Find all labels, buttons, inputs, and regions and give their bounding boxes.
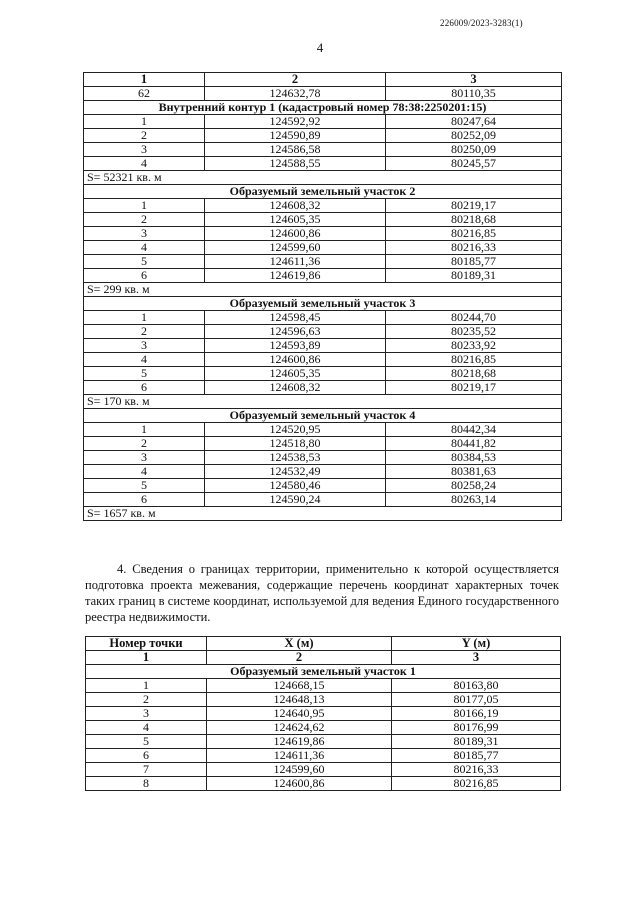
table-header-row: [86, 637, 561, 651]
table-cell: 124598,45: [205, 311, 386, 325]
table-cell: 80263,14: [386, 493, 562, 507]
table-cell: 2: [84, 129, 205, 143]
table-cell: 124619,86: [207, 735, 392, 749]
table-row: [84, 129, 562, 143]
table-cell: 2: [84, 325, 205, 339]
column-number: 2: [207, 651, 392, 665]
table-cell: 80219,17: [386, 381, 562, 395]
column-number: 3: [386, 73, 562, 87]
table-cell: 62: [84, 87, 205, 101]
table-cell: 1: [84, 423, 205, 437]
table-cell: 124599,60: [205, 241, 386, 255]
table-cell: 124590,89: [205, 129, 386, 143]
table-row: [84, 479, 562, 493]
table-cell: 124518,80: [205, 437, 386, 451]
section-4-paragraph: 4. Сведения о границах территории, применительно к которой осуществляется подготовка проекта межевания, содержащие перечень координат характерных точек таких границ в системе координат, используемой для ведения Единого государственного реестра недвижимости.: [85, 562, 559, 624]
area-row: [84, 171, 562, 185]
table-row: [84, 423, 562, 437]
table-cell: 80166,19: [392, 707, 561, 721]
column-number: 1: [86, 651, 207, 665]
table-cell: 124619,86: [205, 269, 386, 283]
table-cell: 2: [86, 693, 207, 707]
table-cell: 124588,55: [205, 157, 386, 171]
table-cell: 4: [84, 157, 205, 171]
table-cell: 3: [84, 339, 205, 353]
table-cell: 124599,60: [207, 763, 392, 777]
header-point-number: Номер точки: [86, 637, 207, 651]
area-value: S= 170 кв. м: [84, 395, 562, 409]
table-row: [86, 763, 561, 777]
column-number: 3: [392, 651, 561, 665]
table-cell: 80185,77: [392, 749, 561, 763]
table-cell: 80189,31: [392, 735, 561, 749]
table-cell: 80252,09: [386, 129, 562, 143]
table-cell: 124580,46: [205, 479, 386, 493]
column-number-row: [84, 73, 562, 87]
table-cell: 6: [84, 381, 205, 395]
table-row: [84, 325, 562, 339]
table-cell: 124648,13: [207, 693, 392, 707]
table-cell: 80244,70: [386, 311, 562, 325]
table-row: [86, 721, 561, 735]
table-cell: 5: [84, 479, 205, 493]
table-cell: 4: [84, 241, 205, 255]
table-row: [86, 679, 561, 693]
table-cell: 124592,92: [205, 115, 386, 129]
table-cell: 1: [84, 311, 205, 325]
table-cell: 124624,62: [207, 721, 392, 735]
area-row: [84, 395, 562, 409]
table-row: [84, 451, 562, 465]
section-title-row: [84, 101, 562, 115]
table-row: [84, 381, 562, 395]
table-cell: 4: [84, 465, 205, 479]
table-row: [86, 693, 561, 707]
table-cell: 80233,92: [386, 339, 562, 353]
table-cell: 124590,24: [205, 493, 386, 507]
table-cell: 80110,35: [386, 87, 562, 101]
area-value: S= 52321 кв. м: [84, 171, 562, 185]
table-cell: 3: [86, 707, 207, 721]
table-cell: 124593,89: [205, 339, 386, 353]
table-cell: 80218,68: [386, 213, 562, 227]
table-cell: 80218,68: [386, 367, 562, 381]
table-row: [86, 707, 561, 721]
table-row: [84, 367, 562, 381]
table-cell: 4: [86, 721, 207, 735]
table-row: [84, 143, 562, 157]
table-cell: 80216,85: [392, 777, 561, 791]
table-row: [84, 493, 562, 507]
table-row: [84, 157, 562, 171]
table-cell: 80250,09: [386, 143, 562, 157]
table-cell: 7: [86, 763, 207, 777]
header-x: X (м): [207, 637, 392, 651]
column-number: 2: [205, 73, 386, 87]
table-row: [84, 437, 562, 451]
section-title-row: [84, 297, 562, 311]
table-cell: 80219,17: [386, 199, 562, 213]
table-cell: 124538,53: [205, 451, 386, 465]
table-cell: 80176,99: [392, 721, 561, 735]
table-cell: 80247,64: [386, 115, 562, 129]
table-cell: 124608,32: [205, 381, 386, 395]
area-value: S= 1657 кв. м: [84, 507, 562, 521]
table-row: [84, 255, 562, 269]
table-cell: 124520,95: [205, 423, 386, 437]
area-row: [84, 283, 562, 297]
section-title: Образуемый земельный участок 1: [86, 665, 561, 679]
table-cell: 124586,58: [205, 143, 386, 157]
coordinates-table-2: [85, 636, 561, 791]
table-cell: 80216,85: [386, 227, 562, 241]
header-y: Y (м): [392, 637, 561, 651]
table-cell: 2: [84, 437, 205, 451]
table-row: [86, 735, 561, 749]
table-cell: 8: [86, 777, 207, 791]
table-cell: 80381,63: [386, 465, 562, 479]
table-cell: 124611,36: [207, 749, 392, 763]
table-cell: 124596,63: [205, 325, 386, 339]
document-number: 226009/2023-3283(1): [440, 18, 523, 28]
section-title: Внутренний контур 1 (кадастровый номер 78:38:2250201:15): [84, 101, 562, 115]
section-title-row: [86, 665, 561, 679]
table-row: [84, 311, 562, 325]
table-cell: 124611,36: [205, 255, 386, 269]
table-row: [84, 227, 562, 241]
table-row: [86, 777, 561, 791]
table-row: [86, 749, 561, 763]
column-number-row: [86, 651, 561, 665]
table-cell: 3: [84, 227, 205, 241]
table-cell: 80258,24: [386, 479, 562, 493]
section-title: Образуемый земельный участок 2: [84, 185, 562, 199]
table-cell: 124668,15: [207, 679, 392, 693]
section-title-row: [84, 185, 562, 199]
table-cell: 80235,52: [386, 325, 562, 339]
table-cell: 80216,33: [392, 763, 561, 777]
table-cell: 80163,80: [392, 679, 561, 693]
table-cell: 1: [86, 679, 207, 693]
table-cell: 124640,95: [207, 707, 392, 721]
table-cell: 80245,57: [386, 157, 562, 171]
table-cell: 80177,05: [392, 693, 561, 707]
table-cell: 5: [84, 367, 205, 381]
table-cell: 2: [84, 213, 205, 227]
table-cell: 124632,78: [205, 87, 386, 101]
table-cell: 80185,77: [386, 255, 562, 269]
table-cell: 80442,34: [386, 423, 562, 437]
section-title: Образуемый земельный участок 4: [84, 409, 562, 423]
table-row: [84, 199, 562, 213]
table-cell: 6: [84, 269, 205, 283]
table-cell: 124532,49: [205, 465, 386, 479]
page-number: 4: [316, 40, 324, 55]
table-cell: 80189,31: [386, 269, 562, 283]
table-cell: 6: [86, 749, 207, 763]
table-cell: 80216,85: [386, 353, 562, 367]
column-number: 1: [84, 73, 205, 87]
table-row: [84, 213, 562, 227]
table-cell: 80384,53: [386, 451, 562, 465]
table-cell: 124608,32: [205, 199, 386, 213]
table-cell: 3: [84, 451, 205, 465]
table-cell: 4: [84, 353, 205, 367]
table-cell: 124600,86: [205, 227, 386, 241]
table-cell: 6: [84, 493, 205, 507]
area-value: S= 299 кв. м: [84, 283, 562, 297]
section-title-row: [84, 409, 562, 423]
table-cell: 3: [84, 143, 205, 157]
table-row: [84, 353, 562, 367]
table-cell: 5: [84, 255, 205, 269]
table-cell: 1: [84, 115, 205, 129]
table-row: [84, 241, 562, 255]
table-cell: 1: [84, 199, 205, 213]
section-title: Образуемый земельный участок 3: [84, 297, 562, 311]
table-cell: 80216,33: [386, 241, 562, 255]
coordinates-table-1: [83, 72, 562, 521]
area-row: [84, 507, 562, 521]
table-row: [84, 269, 562, 283]
table-cell: 5: [86, 735, 207, 749]
table-cell: 124605,35: [205, 213, 386, 227]
table-cell: 124600,86: [207, 777, 392, 791]
table-cell: 124600,86: [205, 353, 386, 367]
table-cell: 80441,82: [386, 437, 562, 451]
table-row: [84, 339, 562, 353]
table-row: [84, 87, 562, 101]
table-row: [84, 465, 562, 479]
table-cell: 124605,35: [205, 367, 386, 381]
table-row: [84, 115, 562, 129]
